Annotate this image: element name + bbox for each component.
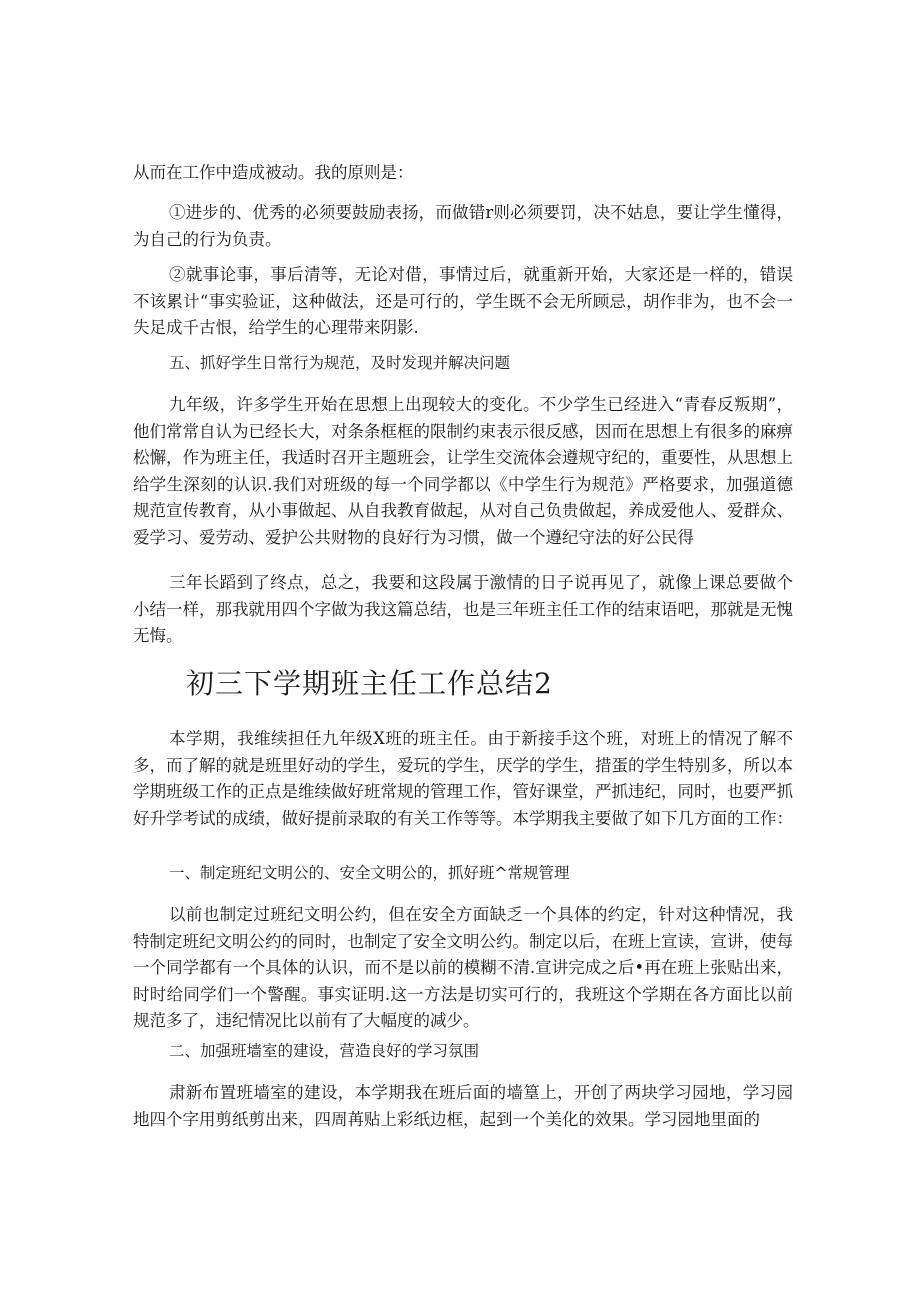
paragraph-principle-intro: 从而在工作中造成被动。我的原则是： — [133, 163, 414, 182]
section-heading-1: 一、制定班纪文明公的、安全文明公的，抓好班^常规管理 — [169, 864, 570, 882]
paragraph-grade9: 九年级，许多学生开始在思想上出现较大的变化。不少学生已经进入“青春反叛期”，他们常常自认为已经长大，对条条框框的限制约束表示很反感，因而在思想上有很多的麻痹松懈，作为班主任，我适时召开主题班会，让学生交流体会遵规守纪的，重要性，从思想上给学生深刻的认识.我们对班级的每一个同学都以《中学生行为规范》严格要求，加强道德规范宣传教育，从小事做起、从自我教育做起，从对自己负贵做起，养成爱他人、爱群众、爱学习、爱劳动、爱护公共财物的良好行为习惯，做一个遵纪守法的好公民得 — [133, 395, 793, 547]
paragraph-semester-intro: 本学期，我维续担任九年级X班的班主任。由于新接手这个班，对班上的情况了解不多，而了解的就是班里好动的学生，爱玩的学生，厌学的学生，措蛋的学生特别多，所以本学期班级工作的正点是维续做好班常规的管理工作，管好课堂，严抓违纪，同时，也要严抓好升学考试的成绩，做好提前录取的有关工作等等。本学期我主要做了如下几方面的工作： — [133, 729, 793, 828]
paragraph-conventions: 以前也制定过班纪文明公约，但在安全方面缺乏一个具体的约定，针对这种情况，我特制定班纪文明公约的同时，也制定了安全文明公约。制定以后，在班上宣读，宣讲，使每一个同学都有一个具体的认识，而不是以前的模糊不清.宣讲完成之后•再在班上张贴出来，时时给同学们一个警醒。事实证明.这一方法是切实可行的，我班这个学期在各方面比以前规范多了，违纪情况比以前有了大幅度的减少。 — [133, 905, 793, 1030]
paragraph-classroom: 肃新布置班墙室的建设，本学期我在班后面的墙篁上，开创了两块学习园地，学习园地四个字用剪纸剪出来，四周苒贴上彩纸边框，起到一个美化的效果。学习园地里面的 — [133, 1083, 793, 1129]
section-heading-2: 二、加强班墙室的建设，营造良好的学习氛围 — [169, 1042, 480, 1060]
document-title-2: 初三下学期班主任工作总结2 — [186, 667, 553, 700]
section-heading-5: 五、抓好学生日常行为规范，及时发现并解决问题 — [169, 354, 511, 372]
paragraph-conclusion: 三年长蹈到了终点，总之，我要和这段属于激情的日子说再见了，就像上课总要做个小结一样，那我就用四个字做为我这篇总结，也是三年班主任工作的结束语吧，那就是无愧无悔。 — [133, 573, 793, 645]
paragraph-principle-2: ②就事论事，事后清等，无论对借，事情过后，就重新开始，大家还是一样的，错误不该累计“事实验证，这种做法，还是可行的，学生既不会无所顾忌，胡作非为，也不会一失足成千古恨，给学生的心理带来阴影. — [133, 265, 793, 337]
paragraph-principle-1: ①进步的、优秀的必须要鼓励表扬，而做错r则必须要罚，决不姑息，要让学生懂得，为自己的行为负责。 — [133, 203, 793, 249]
